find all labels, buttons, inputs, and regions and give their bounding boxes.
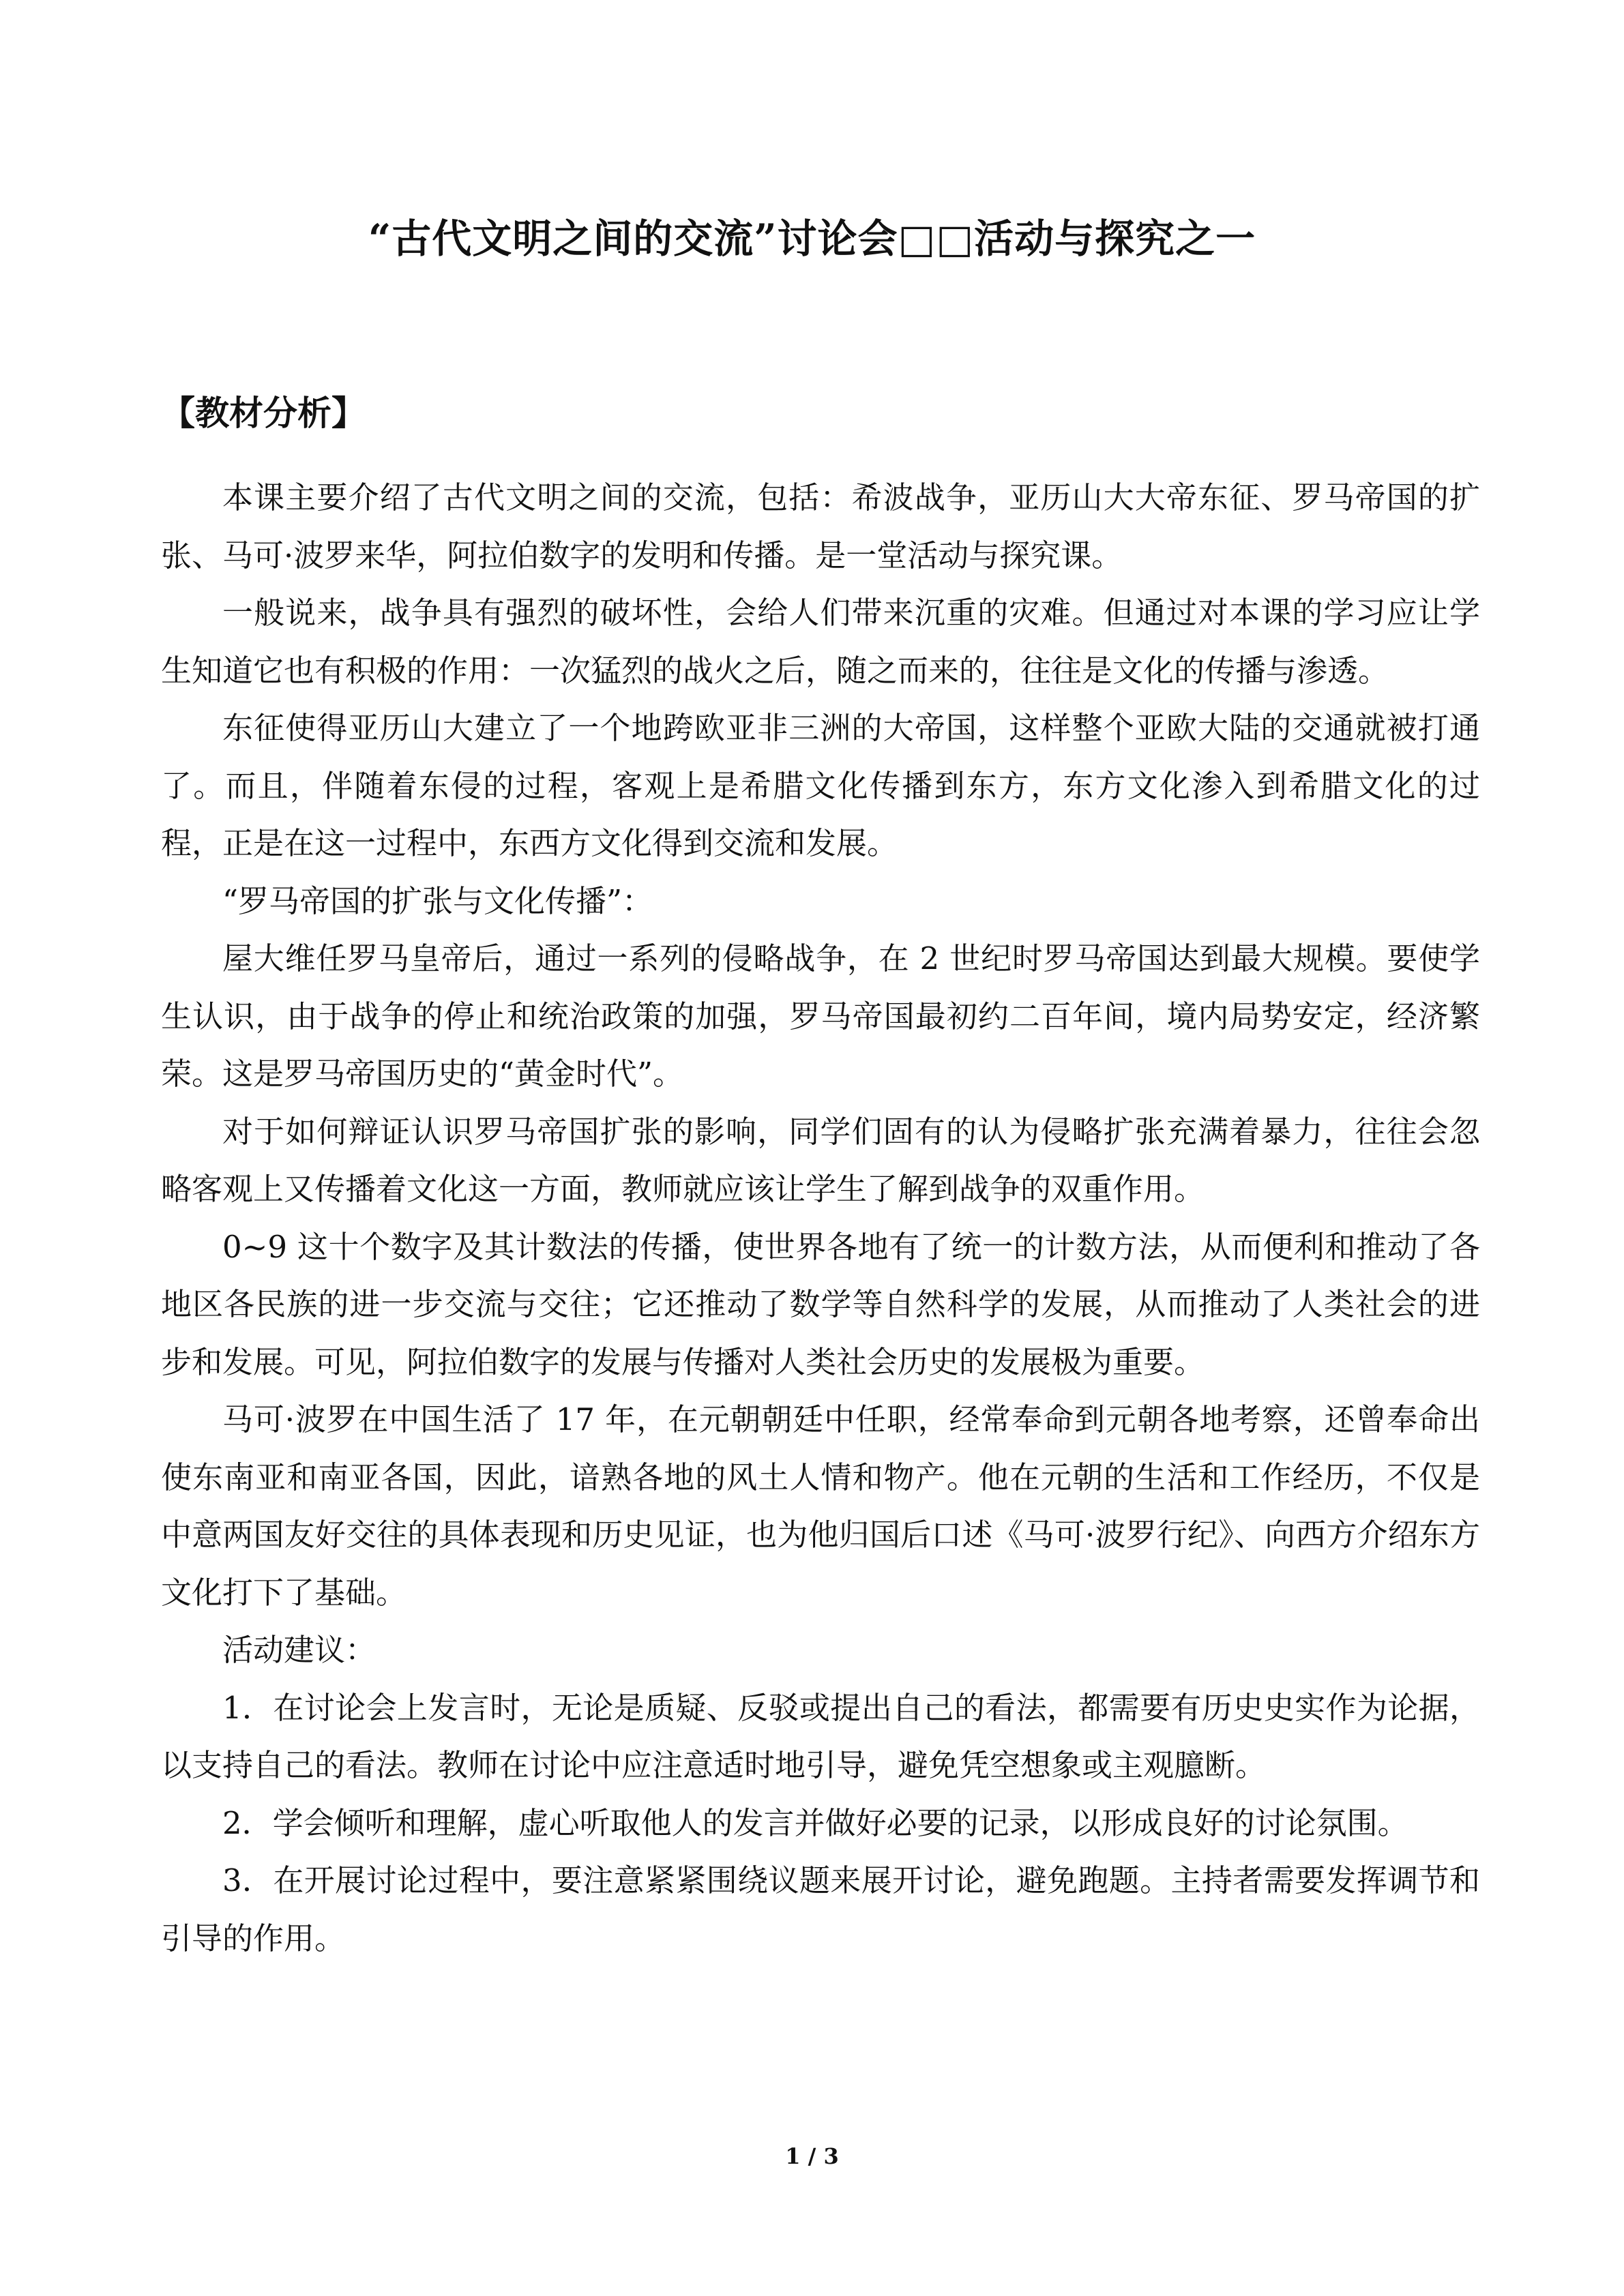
document-title: “古代文明之间的交流”讨论会□□活动与探究之一: [368, 215, 1256, 262]
paragraph-alexander: 东征使得亚历山大建立了一个地跨欧亚非三洲的大帝国，这样整个亚欧大陆的交通就被打通了。而且，伴随着东侵的过程，客观上是希腊文化传播到东方，东方文化渗入到希腊文化的过程，正是在这一过程中，东西方文化得到交流和发展。: [161, 710, 1480, 861]
paragraph-rome-heading: “罗马帝国的扩张与文化传播”：: [222, 882, 653, 919]
paragraph-marco-polo: 马可·波罗在中国生活了 17 年，在元朝朝廷中任职，经常奉命到元朝各地考察，还曾奉命出使东南亚和南亚各国，因此，谙熟各地的风土人情和物产。他在元朝的生活和工作经历，不仅是中意两国友好交往的具体表现和历史见证，也为他归国后口述《马可·波罗行纪》、向西方介绍东方文化打下了基础。: [161, 1401, 1480, 1611]
paragraph-suggestion-1: 1．在讨论会上发言时，无论是质疑、反驳或提出自己的看法，都需要有历史史实作为论据，以支持自己的看法。教师在讨论中应注意适时地引导，避免凭空想象或主观臆断。: [161, 1689, 1480, 1783]
paragraph-intro: 本课主要介绍了古代文明之间的交流，包括：希波战争，亚历山大大帝东征、罗马帝国的扩张、马可·波罗来华，阿拉伯数字的发明和传播。是一堂活动与探究课。: [161, 479, 1480, 573]
document-body: [161, 469, 1480, 1967]
paragraph-arabic-numerals: 0~9 这十个数字及其计数法的传播，使世界各地有了统一的计数方法，从而便利和推动了各地区各民族的进一步交流与交往；它还推动了数学等自然科学的发展，从而推动了人类社会的进步和发展。可见，阿拉伯数字的发展与传播对人类社会历史的发展极为重要。: [161, 1228, 1480, 1380]
paragraph-octavian: 屋大维任罗马皇帝后，通过一系列的侵略战争，在 2 世纪时罗马帝国达到最大规模。要使学生认识，由于战争的停止和统治政策的加强，罗马帝国最初约二百年间，境内局势安定，经济繁荣。这是罗马帝国历史的“黄金时代”。: [161, 940, 1480, 1092]
paragraph-suggestion-2: 2．学会倾听和理解，虚心听取他人的发言并做好必要的记录，以形成良好的讨论氛围。: [222, 1804, 1408, 1841]
page-number: 1 / 3: [785, 2143, 839, 2169]
paragraph-war-impact: 一般说来，战争具有强烈的破坏性，会给人们带来沉重的灾难。但通过对本课的学习应让学生知道它也有积极的作用：一次猛烈的战火之后，随之而来的，往往是文化的传播与渗透。: [161, 595, 1480, 689]
paragraph-suggestion-3: 3．在开展讨论过程中，要注意紧紧围绕议题来展开讨论，避免跑题。主持者需要发挥调节和引导的作用。: [161, 1862, 1480, 1956]
section-heading: 【教材分析】: [161, 393, 366, 433]
paragraph-activity-heading: 活动建议：: [222, 1632, 377, 1668]
paragraph-rome-expansion: 对于如何辩证认识罗马帝国扩张的影响，同学们固有的认为侵略扩张充满着暴力，往往会忽略客观上又传播着文化这一方面，教师就应该让学生了解到战争的双重作用。: [161, 1113, 1480, 1207]
